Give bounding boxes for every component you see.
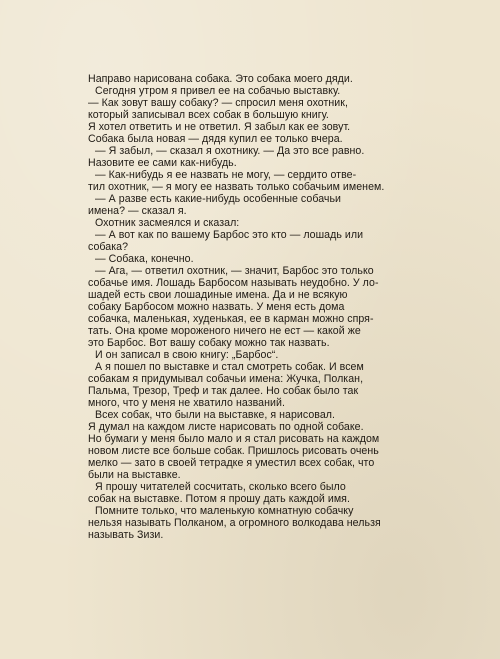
text-line: — Как зовут вашу собаку? — спросил меня охотник, [88, 97, 348, 109]
text-line: новом листе все больше собак. Пришлось рисовать очень [88, 445, 379, 457]
text-line: Назовите ее сами как-нибудь. [88, 157, 237, 169]
text-line: Я прошу читателей сосчитать, сколько всего было [95, 481, 346, 493]
text-line: А я пошел по выставке и стал смотреть собак. И всем [95, 361, 364, 373]
story-text [88, 73, 440, 541]
text-line: Помните только, что маленькую комнатную собачку [95, 505, 354, 517]
text-line: — Ага, — ответил охотник, — значит, Барбос это только [95, 265, 374, 277]
text-line: — Я забыл, — сказал я охотнику. — Да это все равно. [95, 145, 365, 157]
text-line: шадей есть свои лошадиные имена. Да и не всякую [88, 289, 348, 301]
text-line: нельзя называть Полканом, а огромного волкодава нельзя [88, 517, 381, 529]
text-line: Собака была новая — дядя купил ее только вчера. [88, 133, 343, 145]
text-line: были на выставке. [88, 469, 181, 481]
text-line: собак на выставке. Потом я прошу дать каждой имя. [88, 493, 350, 505]
text-line: собака? [88, 241, 129, 253]
text-line: называть Зизи. [88, 529, 164, 541]
text-line: собаку Барбосом можно назвать. У меня есть дома [88, 301, 345, 313]
text-line: — Собака, конечно. [95, 253, 194, 265]
text-line: много, что у меня не хватило названий. [88, 397, 285, 409]
text-line: — А разве есть какие-нибудь особенные собачьи [95, 193, 342, 205]
text-line: Охотник засмеялся и сказал: [95, 217, 240, 229]
text-line: имена? — сказал я. [88, 205, 187, 217]
text-line: Пальма, Трезор, Треф и так далее. Но собак было так [88, 385, 359, 397]
text-line: собакам я придумывал собачьи имена: Жучка, Полкан, [88, 373, 364, 385]
text-line: это Барбос. Вот вашу собаку можно так назвать. [88, 337, 330, 349]
text-line: — Как-нибудь я ее назвать не могу, — сердито отве- [95, 169, 357, 181]
text-line: Но бумаги у меня было мало и я стал рисовать на каждом [88, 433, 380, 445]
text-line: Направо нарисована собака. Это собака моего дяди. [88, 73, 353, 85]
text-line: Всех собак, что были на выставке, я нарисовал. [95, 409, 335, 421]
text-line: И он записал в свою книгу: „Барбос“. [95, 349, 279, 361]
text-line: Я думал на каждом листе нарисовать по одной собаке. [88, 421, 364, 433]
text-line: Сегодня утром я привел ее на собачью выставку. [95, 85, 341, 97]
text-line: — А вот как по вашему Барбос это кто — лошадь или [95, 229, 364, 241]
text-line: собачье имя. Лошадь Барбосом называть неудобно. У ло- [88, 277, 379, 289]
text-line: собачка, маленькая, худенькая, ее в карман можно спря- [88, 313, 374, 325]
text-line: Я хотел ответить и не ответил. Я забыл как ее зовут. [88, 121, 351, 133]
text-line: который записывал всех собак в большую книгу. [88, 109, 329, 121]
text-line: тил охотник, — я могу ее назвать только собачьим именем. [88, 181, 385, 193]
text-line: мелко — зато в своей тетрадке я уместил всех собак, что [88, 457, 375, 469]
text-line: тать. Она кроме мороженого ничего не ест — какой же [88, 325, 361, 337]
